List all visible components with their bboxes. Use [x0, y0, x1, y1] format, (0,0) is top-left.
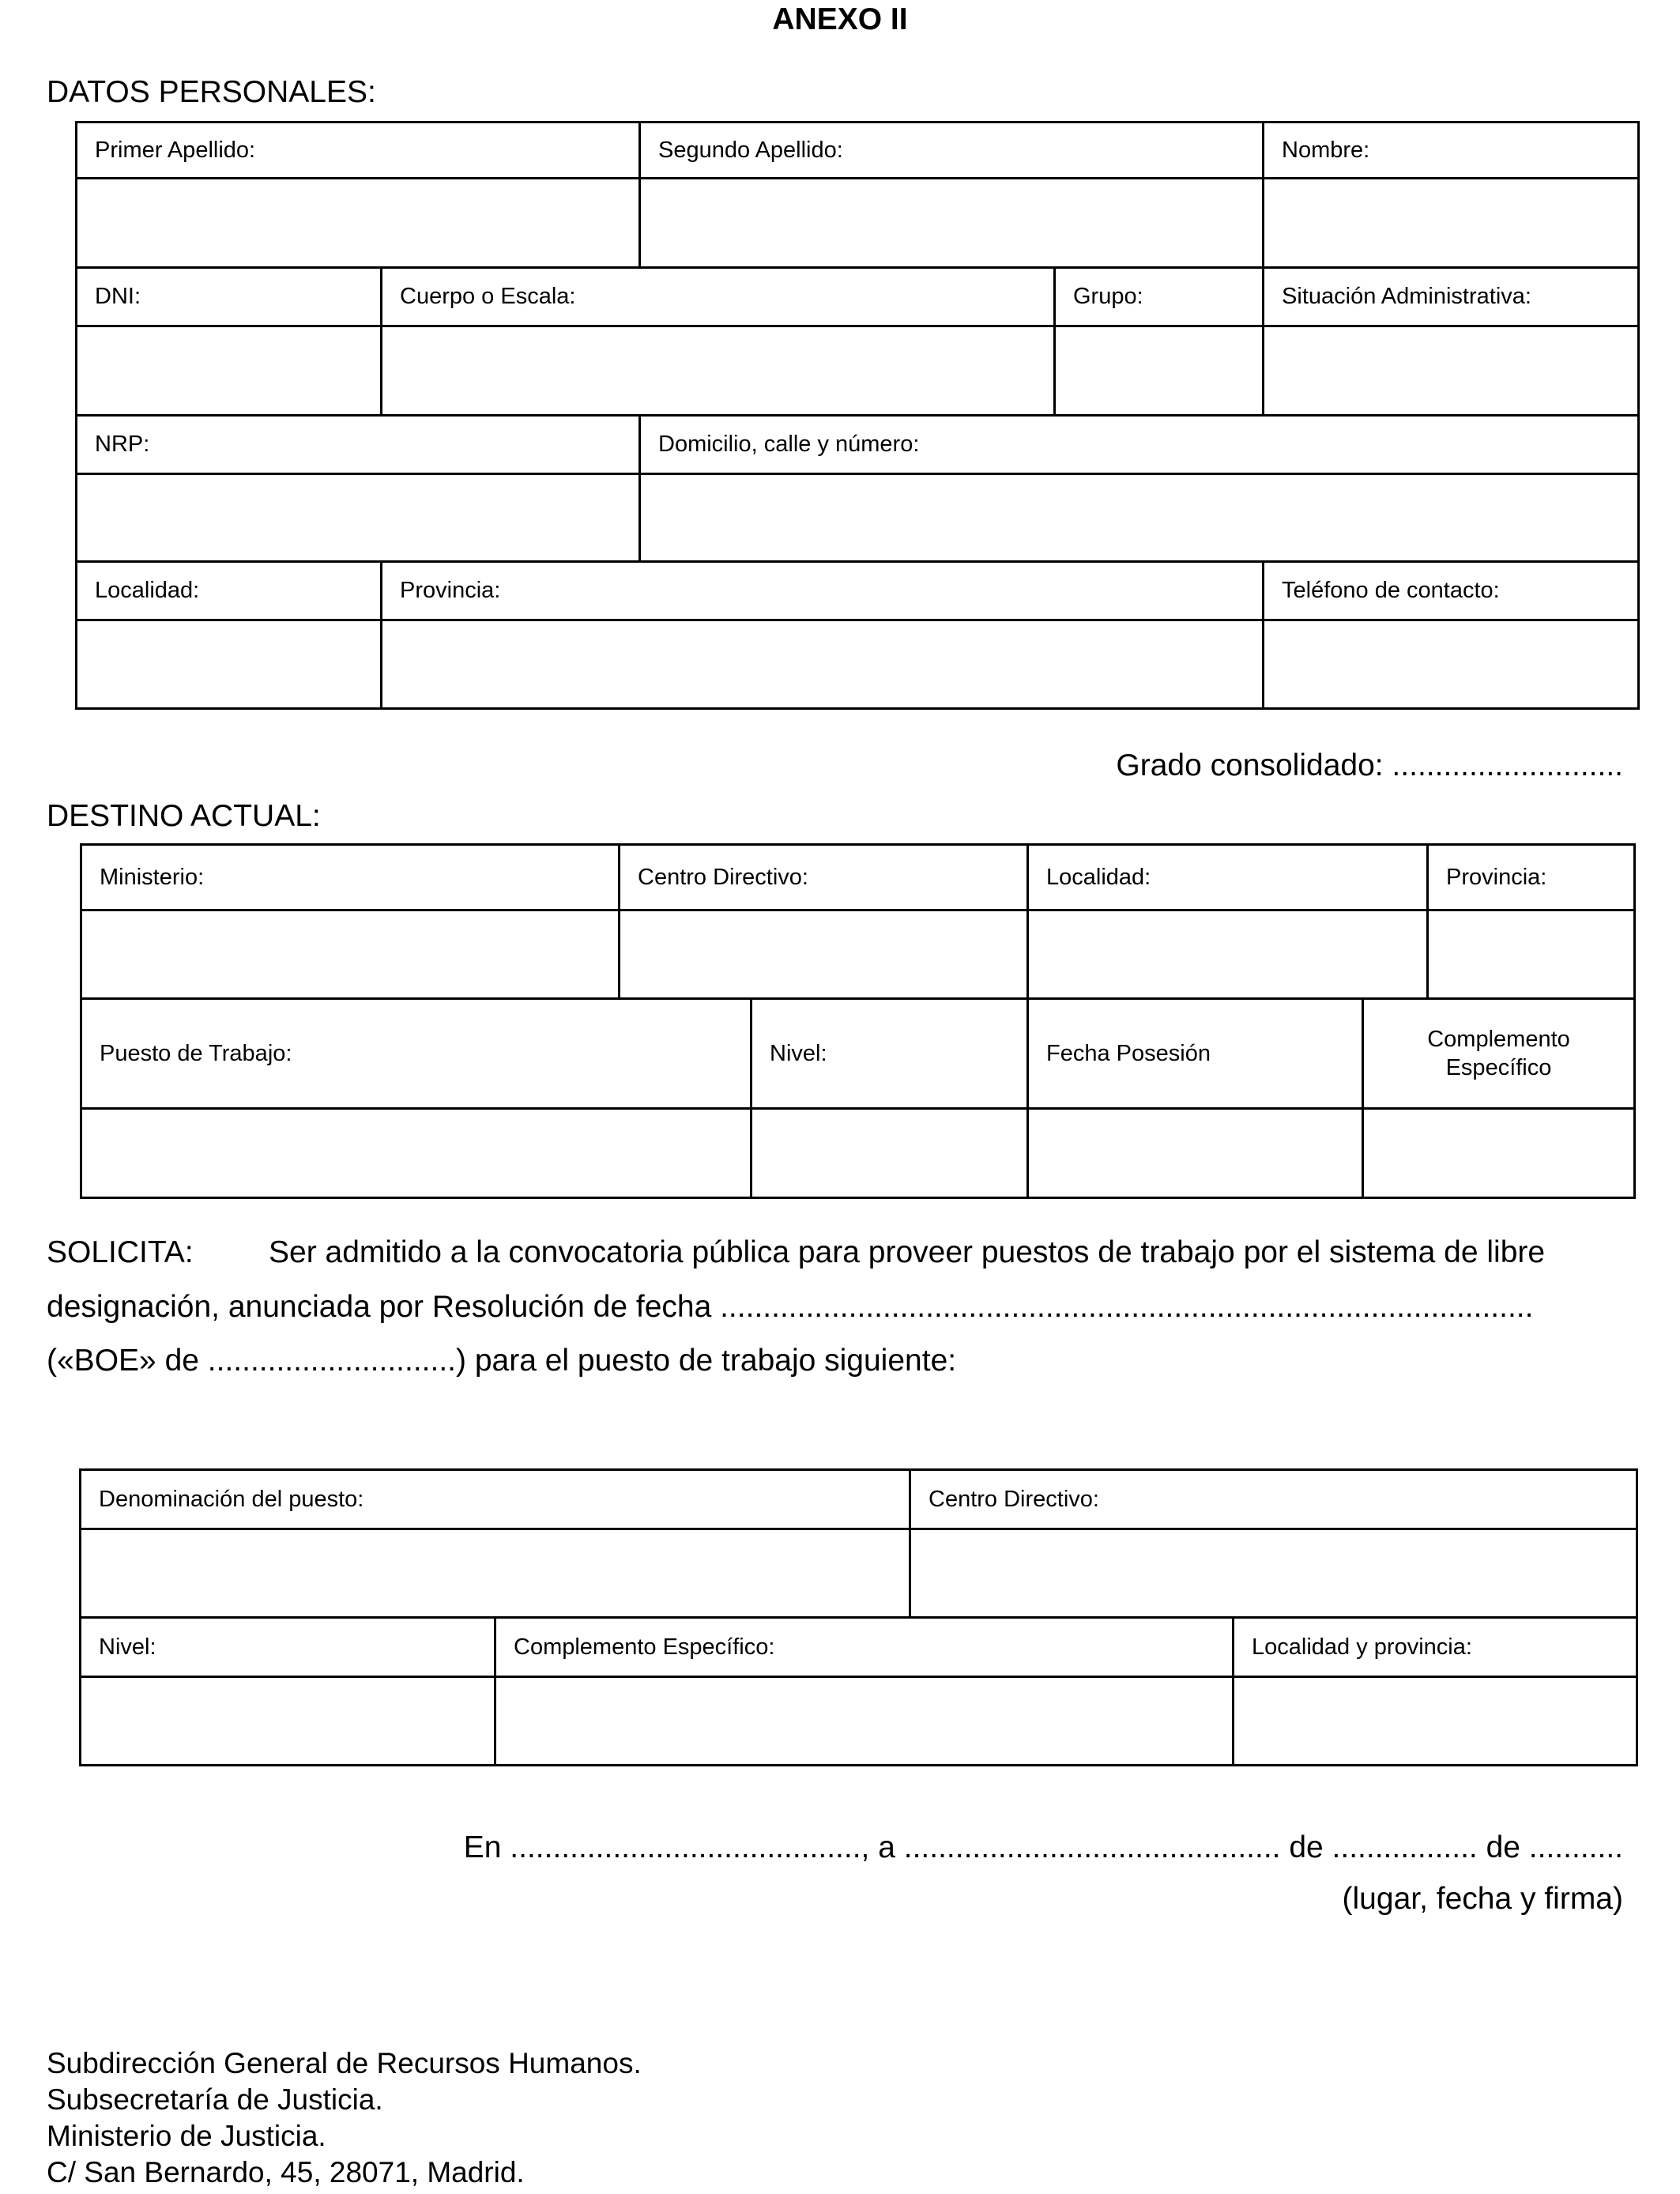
- primer-apellido-field[interactable]: [77, 179, 640, 268]
- centro-directivo-field[interactable]: [620, 910, 1028, 999]
- nivel-solicitado-field[interactable]: [81, 1677, 495, 1766]
- localidad-destino-label: Localidad:: [1028, 845, 1428, 910]
- dni-field[interactable]: [77, 326, 382, 416]
- page-title: ANEXO II: [772, 2, 908, 36]
- destino-actual-heading: DESTINO ACTUAL:: [47, 799, 321, 833]
- complemento-solicitado-field[interactable]: [495, 1677, 1234, 1766]
- localidad-field[interactable]: [77, 620, 382, 709]
- ministerio-label: Ministerio:: [81, 845, 620, 910]
- grupo-label: Grupo:: [1055, 268, 1264, 326]
- dni-label: DNI:: [77, 268, 382, 326]
- complemento-especifico-label: [1363, 999, 1635, 1109]
- localidad-provincia-label: Localidad y provincia:: [1234, 1618, 1637, 1677]
- provincia-field[interactable]: [382, 620, 1264, 709]
- domicilio-label: Domicilio, calle y número:: [640, 416, 1639, 474]
- centro-directivo-solicitado-field[interactable]: [910, 1529, 1637, 1618]
- puesto-trabajo-label: Puesto de Trabajo:: [81, 999, 751, 1109]
- address-line-4: C/ San Bernardo, 45, 28071, Madrid.: [47, 2156, 525, 2188]
- centro-directivo-solicitado-label: Centro Directivo:: [910, 1470, 1637, 1529]
- puesto-solicitado-table: [79, 1468, 1638, 1766]
- nivel-destino-label: Nivel:: [751, 999, 1028, 1109]
- grado-consolidado: Grado consolidado: ...........................: [1116, 748, 1623, 782]
- complemento-line1: Complemento: [1427, 1027, 1570, 1052]
- cuerpo-escala-label: Cuerpo o Escala:: [382, 268, 1055, 326]
- address-line-1: Subdirección General de Recursos Humanos.: [47, 2047, 642, 2079]
- complemento-especifico-field[interactable]: [1363, 1109, 1635, 1198]
- domicilio-field[interactable]: [640, 474, 1639, 562]
- nrp-field[interactable]: [77, 474, 640, 562]
- solicita-line1: Ser admitido a la convocatoria pública para proveer puestos de trabajo por el sistema de libre: [269, 1235, 1546, 1269]
- address-line-3: Ministerio de Justicia.: [47, 2120, 326, 2152]
- denominacion-puesto-field[interactable]: [81, 1529, 910, 1618]
- telefono-field[interactable]: [1264, 620, 1639, 709]
- fecha-posesion-field[interactable]: [1028, 1109, 1363, 1198]
- primer-apellido-label: Primer Apellido:: [77, 123, 640, 179]
- ministerio-field[interactable]: [81, 910, 620, 999]
- segundo-apellido-field[interactable]: [640, 179, 1264, 268]
- nombre-label: Nombre:: [1264, 123, 1639, 179]
- localidad-provincia-field[interactable]: [1234, 1677, 1637, 1766]
- address-line-2: Subsecretaría de Justicia.: [47, 2083, 383, 2116]
- provincia-destino-field[interactable]: [1428, 910, 1635, 999]
- telefono-label: Teléfono de contacto:: [1264, 562, 1639, 620]
- cuerpo-escala-field[interactable]: [382, 326, 1055, 416]
- puesto-trabajo-field[interactable]: [81, 1109, 751, 1198]
- firma-line: En ........................................., a ............................................ de ................. de ...........: [463, 1830, 1623, 1864]
- situacion-administrativa-label: Situación Administrativa:: [1264, 268, 1639, 326]
- nivel-destino-field[interactable]: [751, 1109, 1028, 1198]
- localidad-destino-field[interactable]: [1028, 910, 1428, 999]
- complemento-line2: Específico: [1445, 1055, 1552, 1080]
- firma-note: (lugar, fecha y firma): [1342, 1882, 1623, 1916]
- centro-directivo-label: Centro Directivo:: [620, 845, 1028, 910]
- segundo-apellido-label: Segundo Apellido:: [640, 123, 1264, 179]
- nrp-label: NRP:: [77, 416, 640, 474]
- situacion-administrativa-field[interactable]: [1264, 326, 1639, 416]
- nivel-solicitado-label: Nivel:: [81, 1618, 495, 1677]
- destino-actual-table: [80, 843, 1636, 1199]
- provincia-destino-label: Provincia:: [1428, 845, 1635, 910]
- complemento-solicitado-label: Complemento Específico:: [495, 1618, 1234, 1677]
- grupo-field[interactable]: [1055, 326, 1264, 416]
- solicita-line3: («BOE» de .............................) para el puesto de trabajo siguiente:: [47, 1344, 957, 1378]
- denominacion-puesto-label: Denominación del puesto:: [81, 1470, 910, 1529]
- datos-personales-table: [75, 121, 1640, 710]
- datos-personales-heading: DATOS PERSONALES:: [47, 75, 376, 109]
- localidad-label: Localidad:: [77, 562, 382, 620]
- solicita-line2: designación, anunciada por Resolución de fecha ...............................................................................................: [47, 1290, 1534, 1324]
- fecha-posesion-label: Fecha Posesión: [1028, 999, 1363, 1109]
- solicita-label: SOLICITA:: [47, 1235, 194, 1269]
- nombre-field[interactable]: [1264, 179, 1639, 268]
- provincia-label: Provincia:: [382, 562, 1264, 620]
